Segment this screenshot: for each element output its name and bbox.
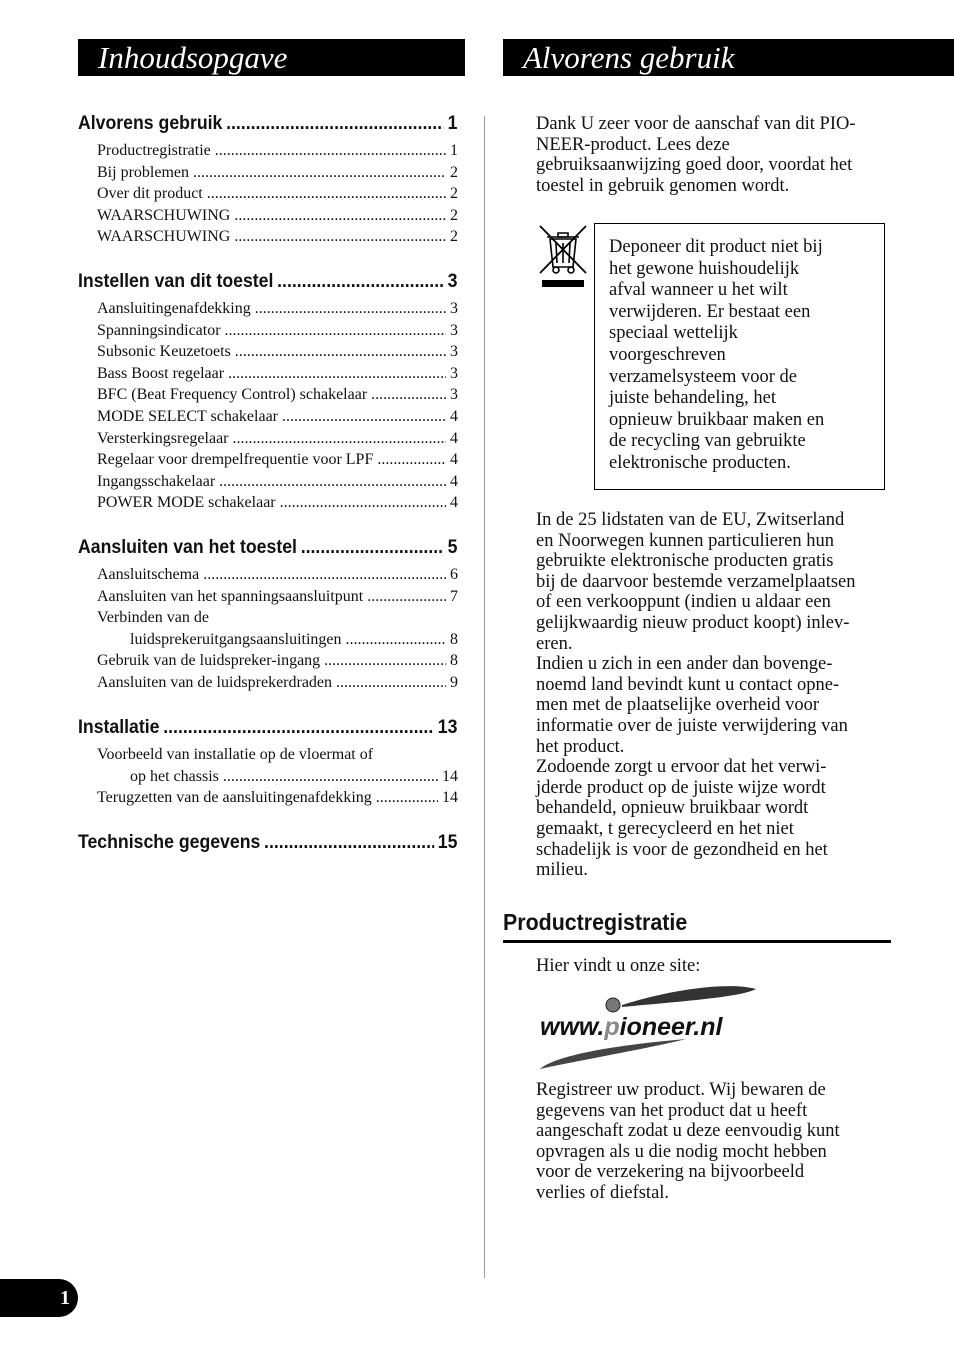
toc-section-page: 15 xyxy=(437,832,458,853)
toc-entry[interactable] xyxy=(78,672,458,694)
toc-entry-label: Aansluitschema xyxy=(97,566,200,583)
toc-entry[interactable] xyxy=(78,363,458,385)
toc-section-label: Instellen van dit toestel xyxy=(78,271,274,292)
toc-entry-page: 3 xyxy=(450,300,458,317)
intro-paragraph: Dank U zeer voor de aanschaf van dit PIO- NEER-product. Lees deze gebruiksaanwijzing goed door, voordat het toestel in gebruik genomen wordt. xyxy=(536,114,856,196)
toc-entry[interactable] xyxy=(78,607,458,629)
toc-entry-label: Versterkingsregelaar xyxy=(97,429,229,447)
pioneer-url[interactable]: www.pioneer.nl xyxy=(540,1013,723,1041)
toc-section-label: Technische gegevens xyxy=(78,832,261,853)
toc-entry-page: 2 xyxy=(450,228,458,246)
toc-entry-label: POWER MODE schakelaar xyxy=(97,494,276,512)
toc-entry-page: 3 xyxy=(450,386,458,404)
pioneer-website-logo[interactable] xyxy=(536,983,762,1075)
toc-section-page: 5 xyxy=(447,537,458,558)
toc-entry[interactable] xyxy=(78,629,458,651)
toc-entry-page: 4 xyxy=(450,407,458,425)
toc-entry[interactable] xyxy=(78,744,458,766)
toc-entry[interactable] xyxy=(78,341,458,363)
toc-section-page: 3 xyxy=(447,271,458,292)
toc-entry-label: BFC (Beat Frequency Control) schakelaar xyxy=(97,386,368,404)
toc-entry-label: Aansluiten van de luidsprekerdraden xyxy=(97,673,333,691)
toc-entry-page: 4 xyxy=(450,472,458,490)
toc-entry-page: 3 xyxy=(450,364,458,382)
toc-section-label: Installatie xyxy=(78,717,160,738)
toc-entry-page: 4 xyxy=(450,429,458,447)
toc-section-page: 1 xyxy=(447,113,458,134)
toc-entry-label: Over dit product xyxy=(97,185,203,203)
toc-entry-page: 3 xyxy=(450,321,458,339)
toc-entry-page: 14 xyxy=(442,789,458,807)
toc-entry[interactable] xyxy=(78,650,458,672)
section-header: Alvorens gebruik xyxy=(503,39,954,76)
toc-entry-page: 2 xyxy=(450,185,458,203)
toc-entry-page: 9 xyxy=(450,673,458,691)
crossed-out-wheelie-bin-icon xyxy=(536,223,590,289)
toc-entry[interactable] xyxy=(78,449,458,471)
toc-section-title[interactable] xyxy=(78,537,457,559)
toc-entry[interactable] xyxy=(78,406,458,428)
site-intro: Hier vindt u onze site: xyxy=(536,956,701,976)
toc-entry-label: op het chassis xyxy=(130,767,219,785)
toc-entry-label: Spanningsindicator xyxy=(97,321,221,339)
toc-entry-label: Productregistratie xyxy=(97,142,211,159)
disposal-warning-box: Deponeer dit product niet bij het gewone huishoudelijk afval wanneer u het wilt verwijderen. Er bestaat een speciaal wettelijk voorgeschreven verzamelsysteem voor de juiste behandeling, het opnieuw bruikbaar maken en de recycling van gebruikte elektronische producten. xyxy=(594,223,885,490)
toc-entry[interactable] xyxy=(78,226,458,248)
toc-section xyxy=(78,113,458,248)
toc-entry-label: Bass Boost regelaar xyxy=(97,364,225,382)
toc-entry-label: Terugzetten van de aansluitingenafdekking xyxy=(97,789,372,807)
toc-entry-label: Regelaar voor drempelfrequentie voor LPF xyxy=(97,451,374,469)
toc-entry-label: MODE SELECT schakelaar xyxy=(97,407,278,425)
toc-entry-label: Voorbeeld van installatie op de vloermat of xyxy=(97,746,374,763)
toc-section xyxy=(78,271,458,514)
toc-entry-page: 7 xyxy=(450,587,458,605)
toc-entry-label: WAARSCHUWING xyxy=(97,206,231,224)
toc-entry-label: WAARSCHUWING xyxy=(97,228,231,246)
toc-entry-label: Verbinden van de xyxy=(97,609,209,627)
toc-entry-label: Aansluitingenafdekking xyxy=(97,300,251,317)
toc-section-title[interactable] xyxy=(78,271,457,293)
toc-entry-page: 8 xyxy=(450,652,458,670)
toc-section xyxy=(78,832,458,859)
toc-entry[interactable] xyxy=(78,205,458,227)
toc-entry[interactable] xyxy=(78,787,458,809)
toc-entry-label: Bij problemen xyxy=(97,163,189,181)
toc-section xyxy=(78,717,458,809)
toc-entry[interactable] xyxy=(78,586,458,608)
toc-entry[interactable] xyxy=(78,183,458,205)
toc-entry-page: 2 xyxy=(450,163,458,181)
heading-rule xyxy=(503,940,891,943)
toc-entry[interactable] xyxy=(78,564,458,586)
toc-entry-page: 3 xyxy=(450,343,458,361)
toc-entry[interactable] xyxy=(78,428,458,450)
toc-entry-label: luidsprekeruitgangsaansluitingen xyxy=(130,630,342,648)
toc-entry-label: Subsonic Keuzetoets xyxy=(97,343,231,361)
toc-entry-page: 6 xyxy=(450,566,458,583)
toc-entry[interactable] xyxy=(78,162,458,184)
toc-section-page: 13 xyxy=(437,717,458,738)
toc-entry-page: 14 xyxy=(442,767,458,785)
toc-entry-page: 4 xyxy=(450,451,458,469)
toc-section-title[interactable] xyxy=(78,717,457,739)
toc-entry[interactable] xyxy=(78,298,458,320)
toc-entry-page: 1 xyxy=(450,142,458,159)
toc-section xyxy=(78,537,458,694)
toc-entry[interactable] xyxy=(78,320,458,342)
register-paragraph: Registreer uw product. Wij bewaren de gegevens van het product dat u heeft aangeschaft zodat u deze eenvoudig kunt opvragen als u die nodig mocht hebben voor de verzekering na bijvoorbeeld verlies of diefstal. xyxy=(536,1080,840,1203)
toc-entry-page: 2 xyxy=(450,206,458,224)
toc-entry-page: 8 xyxy=(450,630,458,648)
toc-header: Inhoudsopgave xyxy=(78,39,465,76)
toc-entry-label: Gebruik van de luidspreker-ingang xyxy=(97,652,321,670)
column-divider xyxy=(484,116,485,1278)
toc-section-label: Aansluiten van het toestel xyxy=(78,537,297,558)
toc-entry[interactable] xyxy=(78,140,458,162)
toc-section-label: Alvorens gebruik xyxy=(78,113,223,134)
toc-section-title[interactable] xyxy=(78,832,457,854)
productregistratie-heading: Productregistratie xyxy=(503,909,688,935)
eu-disposal-paragraph: In de 25 lidstaten van de EU, Zwitserland en Noorwegen kunnen particulieren hun gebruikte elektronische producten gratis bij de daarvoor bestemde verzamelplaatsen of een verkooppunt (indien u aldaar een gelijkwaardig nieuw product koopt) inlev- eren. Indien u zich in een ander dan bovenge- noemd land bevindt kunt u contact opne- men met de plaatselijke overheid voor informatie over de juiste verwijdering van het product. Zodoende zorgt u ervoor dat het verwi- jderde product op de juiste wijze wordt behandeld, opnieuw bruikbaar wordt gemaakt, t gerecycleerd en het niet schadelijk is voor de gezondheid en het milieu. xyxy=(536,510,856,881)
page-number-tab: 1 xyxy=(0,1279,78,1317)
toc-entry[interactable] xyxy=(78,471,458,493)
toc-entry-label: Aansluiten van het spanningsaansluitpunt xyxy=(97,587,364,605)
toc-entry-label: Ingangsschakelaar xyxy=(97,472,216,490)
toc-entry[interactable] xyxy=(78,492,458,514)
toc-entry[interactable] xyxy=(78,766,458,788)
toc-entry[interactable] xyxy=(78,384,458,406)
toc-section-title[interactable] xyxy=(78,113,457,135)
toc-entry-page: 4 xyxy=(450,494,458,512)
